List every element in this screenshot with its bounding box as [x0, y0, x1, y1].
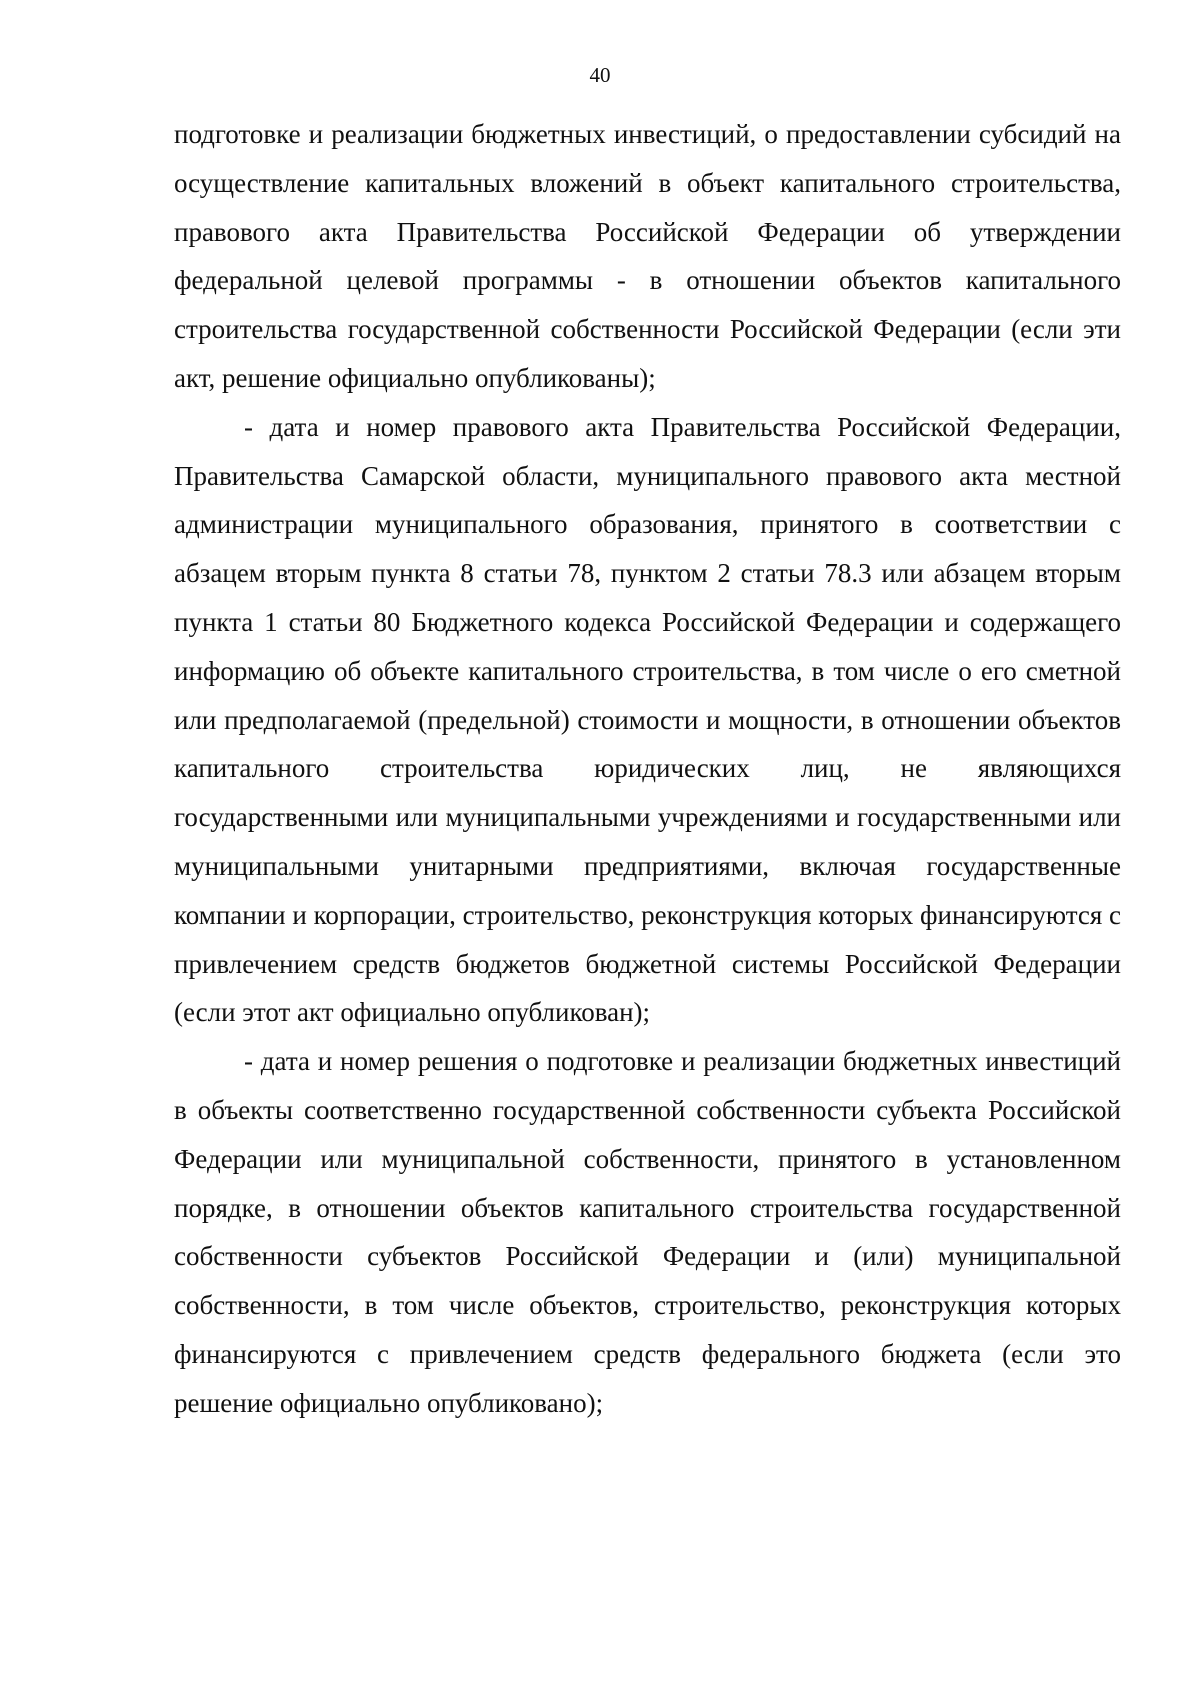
paragraph-continuation: подготовке и реализации бюджетных инвестиций, о предоставлении субсидий на осуществление капитальных вложений в объект капитального строительства, правового акта Правительства Российской Федерации об утверждении федеральной целевой программы - в отношении объектов капитального строительства государственной собственности Российской Федерации (если эти акт, решение официально опубликованы); — [174, 119, 1121, 393]
paragraph-legal-act-date-number: - дата и номер правового акта Правительства Российской Федерации, Правительства Самарской области, муниципального правового акта местной администрации муниципального образования, принятого в соответствии с абзацем вторым пункта 8 статьи 78, пунктом 2 статьи 78.3 или абзацем вторым пункта 1 статьи 80 Бюджетного кодекса Российской Федерации и содержащего информацию об объекте капитального строительства, в том числе о его сметной или предполагаемой (предельной) стоимости и мощности, в отношении объектов капитального строительства юридических лиц, не являющихся государственными или муниципальными учреждениями и государственными или муниципальными унитарными предприятиями, включая государственные компании и корпорации, строительство, реконструкция которых финансируются с привлечением средств бюджетов бюджетной системы Российской Федерации (если этот акт официально опубликован); — [174, 411, 1121, 1028]
paragraph-investment-decision-date-number: - дата и номер решения о подготовке и реализации бюджетных инвестиций в объекты соответственно государственной собственности субъекта Российской Федерации или муниципальной собственности, принятого в установленном порядке, в отношении объектов капитального строительства государственной собственности субъектов Российской Федерации и (или) муниципальной собственности, в том числе объектов, строительство, реконструкция которых финансируются с привлечением средств федерального бюджета (если это решение официально опубликовано); — [174, 1046, 1121, 1418]
page-number: 40 — [589, 63, 611, 87]
document-body — [174, 110, 1121, 1428]
